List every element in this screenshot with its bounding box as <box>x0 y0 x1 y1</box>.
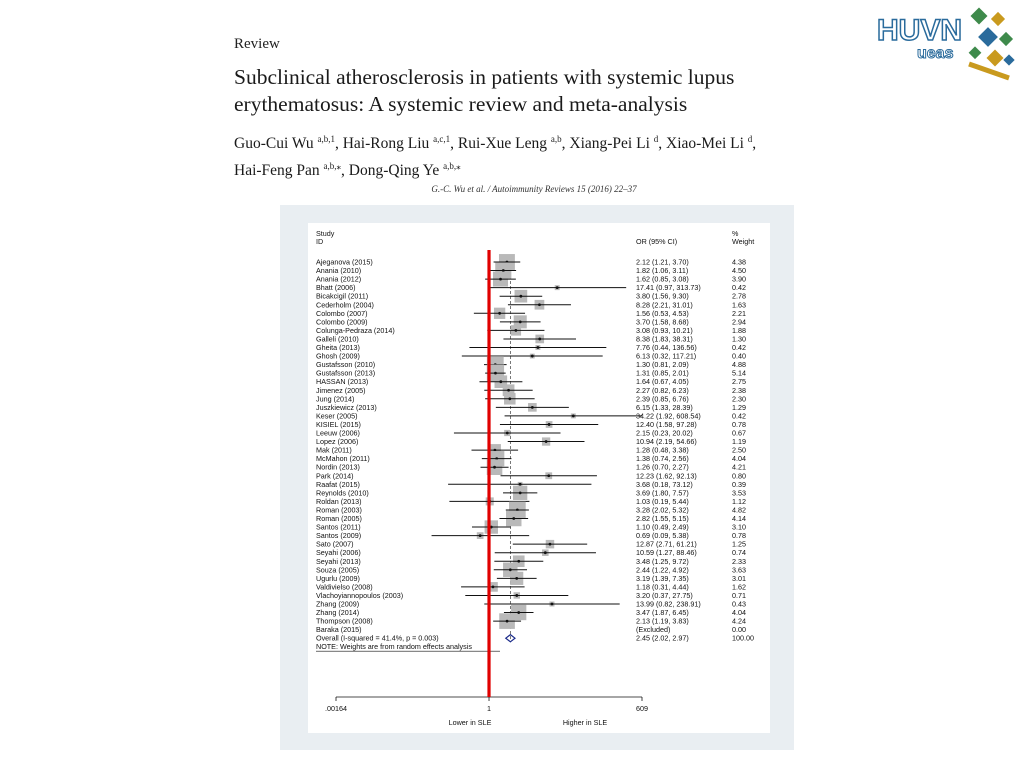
x-axis-left-label: Lower in SLE <box>448 718 492 727</box>
author-affiliation: a,c,1 <box>433 134 451 144</box>
study-point <box>547 474 550 477</box>
author-affiliation: a,b,⁎ <box>443 161 461 171</box>
study-label: HASSAN (2013) <box>316 377 369 387</box>
study-weight-label: 1.12 <box>732 496 746 506</box>
study-ci-label: 2.82 (1.55, 5.15) <box>636 514 689 523</box>
author-name: Rui-Xue Leng $^{a,b}$ <box>457 134 562 152</box>
author-affiliation: a,b <box>550 134 562 144</box>
study-label: Seyahi (2006) <box>316 548 361 558</box>
study-ci-label: 0.69 (0.09, 5.38) <box>636 531 689 541</box>
study-point <box>492 586 495 589</box>
study-label: Nordin (2013) <box>316 462 360 472</box>
logo-geometric-pattern-icon <box>969 8 1015 78</box>
study-label: Bicakcigil (2011) <box>316 291 369 301</box>
study-label: Souza (2005) <box>316 565 360 575</box>
study-point <box>551 603 554 606</box>
study-ci-label: 3.70 (1.58, 8.68) <box>636 317 689 327</box>
author-list: Guo-Cui Wu $^{a,b,1}$, Hai-Rong Liu $^{a,c,1}$, Rui-Xue Leng $^{a,b}$, Xiang-Pei Li $^d$, Xiao-Mei Li $^d$, Hai-Feng Pan $^{a,b,⁎}$, Dong-Qing Ye $^{a,b,⁎}$ <box>234 134 757 179</box>
study-label: Sato (2007) <box>316 539 354 549</box>
study-weight-label: 4.88 <box>732 360 746 370</box>
study-label: Valdivielso (2008) <box>316 582 373 592</box>
study-label: Vlachoyiannopoulos (2003) <box>316 590 404 600</box>
study-ci-label: 12.23 (1.62, 92.13) <box>636 471 697 481</box>
study-weight-label: 1.25 <box>732 539 746 549</box>
study-ci-label: 1.03 (0.19, 5.44) <box>636 496 689 506</box>
study-weight-label: 2.33 <box>732 556 746 566</box>
study-ci-label: 1.62 (0.85, 3.08) <box>636 274 689 284</box>
study-point <box>499 278 502 281</box>
study-label: Zhang (2014) <box>316 608 360 618</box>
study-point <box>531 355 534 358</box>
logo-subtext: ueas <box>917 45 954 62</box>
study-label: Colombo (2009) <box>316 317 368 327</box>
study-point <box>499 380 502 383</box>
study-label: Roldan (2013) <box>316 496 362 506</box>
study-point <box>519 320 522 323</box>
study-ci-label: 1.82 (1.06, 3.11) <box>636 266 689 276</box>
study-label: Gustafsson (2010) <box>316 360 376 370</box>
study-point <box>506 432 509 435</box>
study-label: Anania (2012) <box>316 274 362 284</box>
study-label: Lopez (2006) <box>316 437 359 447</box>
x-axis-right-label: Higher in SLE <box>562 718 608 727</box>
study-label: Jimenez (2005) <box>316 385 366 395</box>
study-ci-label: 6.13 (0.32, 117.21) <box>636 351 697 361</box>
study-label: Cederholm (2004) <box>316 300 374 310</box>
column-header-weight: Weight <box>732 237 755 246</box>
study-weight-label: 0.78 <box>732 419 746 429</box>
study-ci-label: 3.48 (1.25, 9.72) <box>636 556 689 566</box>
study-point <box>548 423 551 426</box>
study-ci-label: 8.38 (1.83, 38.31) <box>636 334 693 344</box>
study-weight-label: 2.78 <box>732 291 746 301</box>
study-weight-label: 1.63 <box>732 300 746 310</box>
x-axis-tick-label: 1 <box>487 704 492 713</box>
author-name: Guo-Cui Wu $^{a,b,1}$ <box>234 134 335 152</box>
study-weight-label: 0.78 <box>732 531 746 541</box>
study-ci-label: 3.47 (1.87, 6.45) <box>636 608 689 618</box>
study-weight-label: 0.42 <box>732 343 746 352</box>
author-affiliation: d <box>653 134 659 144</box>
study-label: Ugurlu (2009) <box>316 573 360 583</box>
study-label: Zhang (2009) <box>316 599 360 609</box>
study-weight-label: 3.53 <box>732 488 746 498</box>
study-label: Mak (2011) <box>316 445 352 455</box>
author-name: Xiao-Mei Li $^d$ <box>666 134 753 152</box>
study-ci-label: 6.15 (1.33, 28.39) <box>636 402 693 412</box>
study-ci-label: 2.12 (1.21, 3.70) <box>636 257 689 267</box>
study-point <box>531 406 534 409</box>
author-affiliation: a,b,1 <box>317 134 335 144</box>
study-point <box>517 611 520 614</box>
study-weight-label: 0.80 <box>732 471 746 481</box>
study-ci-label: 1.38 (0.74, 2.56) <box>636 454 689 464</box>
study-point <box>572 415 575 418</box>
study-label: Raafat (2015) <box>316 479 360 489</box>
study-label: McMahon (2011) <box>316 454 370 464</box>
study-weight-label: 3.01 <box>732 573 746 583</box>
study-ci-label: 12.87 (2.71, 61.21) <box>636 539 697 549</box>
study-ci-label: 8.28 (2.21, 31.01) <box>636 300 693 310</box>
huvn-logo <box>873 4 1021 84</box>
study-label: Roman (2003) <box>316 505 362 515</box>
study-ci-label: 1.31 (0.85, 2.01) <box>636 368 689 378</box>
study-ci-label: 13.99 (0.82, 238.91) <box>636 599 701 609</box>
study-ci-label: 2.13 (1.19, 3.83) <box>636 616 689 626</box>
study-weight-label: 3.90 <box>732 274 746 284</box>
study-weight-label: 0.39 <box>732 479 746 489</box>
study-label: KISIEL (2015) <box>316 419 361 429</box>
study-weight-label: 4.50 <box>732 266 746 276</box>
study-label: Baraka (2015) <box>316 625 362 635</box>
study-ci-label: 3.69 (1.80, 7.57) <box>636 488 689 498</box>
weights-note: NOTE: Weights are from random effects analysis <box>316 642 472 652</box>
study-weight-label: 0.67 <box>732 428 746 438</box>
study-ci-label: 2.15 (0.23, 20.02) <box>636 428 693 438</box>
study-label: Santos (2009) <box>316 531 362 541</box>
overall-ci-label: 2.45 (2.02, 2.97) <box>636 633 689 643</box>
study-ci-label: 3.20 (0.37, 27.75) <box>636 590 693 600</box>
column-header-weight-symbol: % <box>732 229 739 238</box>
study-point <box>508 397 511 400</box>
study-ci-label: (Excluded) <box>636 625 671 635</box>
study-weight-label: 4.82 <box>732 505 746 515</box>
study-weight-label: 4.21 <box>732 462 746 472</box>
study-weight-label: 2.75 <box>732 377 746 387</box>
study-ci-label: 1.18 (0.31, 4.44) <box>636 582 689 592</box>
journal-citation: G.-C. Wu et al. / Autoimmunity Reviews 15 (2016) 22–37 <box>431 184 637 194</box>
study-ci-label: 7.76 (0.44, 136.56) <box>636 343 697 352</box>
study-weight-label: 1.29 <box>732 402 746 412</box>
study-point <box>493 466 496 469</box>
study-point <box>537 346 540 349</box>
study-label: Galleli (2010) <box>316 334 359 344</box>
study-ci-label: 3.80 (1.56, 9.30) <box>636 291 689 301</box>
study-label: Juszkiewicz (2013) <box>316 402 377 412</box>
study-point <box>556 286 559 289</box>
forest-plot-figure <box>280 205 794 750</box>
study-point <box>538 338 541 341</box>
study-label: Colunga-Pedraza (2014) <box>316 325 395 335</box>
study-point <box>544 551 547 554</box>
study-point <box>512 517 515 520</box>
study-point <box>515 577 518 580</box>
study-label: Ghosh (2009) <box>316 351 360 361</box>
study-ci-label: 3.28 (2.02, 5.32) <box>636 505 689 515</box>
study-weight-label: 4.38 <box>732 257 746 267</box>
study-point <box>519 483 522 486</box>
study-weight-label: 1.62 <box>732 582 746 592</box>
study-point <box>545 440 548 443</box>
study-ci-label: 34.22 (1.92, 608.54) <box>636 411 701 421</box>
study-point <box>538 303 541 306</box>
article-title: Subclinical atherosclerosis in patients with systemic lupus erythematosus: A systemic review and meta-analysis <box>234 65 735 116</box>
study-weight-label: 0.42 <box>732 283 746 293</box>
study-label: Leeuw (2006) <box>316 428 360 438</box>
author-name: Hai-Rong Liu $^{a,c,1}$ <box>342 134 451 152</box>
column-header-study: Study <box>316 229 335 238</box>
study-ci-label: 3.19 (1.39, 7.35) <box>636 573 689 583</box>
author-name: Xiang-Pei Li $^d$ <box>569 134 659 152</box>
study-ci-label: 1.10 (0.49, 2.49) <box>636 522 689 532</box>
study-weight-label: 0.00 <box>732 625 746 635</box>
study-label: Roman (2005) <box>316 514 362 523</box>
study-weight-label: 2.38 <box>732 385 746 395</box>
study-ci-label: 1.56 (0.53, 4.53) <box>636 308 689 318</box>
study-ci-label: 17.41 (0.97, 313.73) <box>636 283 701 293</box>
author-name: Dong-Qing Ye $^{a,b,⁎}$ <box>348 161 461 179</box>
study-point <box>515 594 518 597</box>
study-weight-label: 0.42 <box>732 411 746 421</box>
overall-weight-label: 100.00 <box>732 633 754 643</box>
study-point <box>498 312 501 315</box>
study-weight-label: 5.14 <box>732 368 746 378</box>
study-point <box>509 568 512 571</box>
column-header-id: ID <box>316 237 324 246</box>
study-ci-label: 10.94 (2.19, 54.66) <box>636 437 697 447</box>
study-ci-label: 10.59 (1.27, 88.46) <box>636 548 697 558</box>
study-ci-label: 2.44 (1.22, 4.92) <box>636 565 689 575</box>
study-weight-label: 2.50 <box>732 445 746 455</box>
study-weight-label: 1.88 <box>732 325 746 335</box>
study-weight-label: 0.74 <box>732 548 746 558</box>
study-weight-label: 1.19 <box>732 437 746 447</box>
study-weight-label: 3.10 <box>732 522 746 532</box>
study-label: Gheita (2013) <box>316 343 360 352</box>
plot-panel <box>308 223 770 733</box>
study-weight-label: 2.30 <box>732 394 746 404</box>
study-weight-label: 2.21 <box>732 308 746 318</box>
author-affiliation: a,b,⁎ <box>323 161 342 171</box>
study-label: Park (2014) <box>316 471 354 481</box>
study-ci-label: 3.68 (0.18, 73.12) <box>636 479 693 489</box>
study-ci-label: 1.30 (0.81, 2.09) <box>636 360 689 370</box>
study-label: Ajeganova (2015) <box>316 257 373 267</box>
x-axis-tick-label: 609 <box>636 704 648 713</box>
study-label: Anania (2010) <box>316 266 362 276</box>
study-weight-label: 0.43 <box>732 599 746 609</box>
study-point <box>514 329 517 332</box>
study-point <box>494 372 497 375</box>
study-label: Seyahi (2013) <box>316 556 361 566</box>
article-section-label: Review <box>234 36 280 52</box>
author-affiliation: d <box>747 134 753 144</box>
study-weight-label: 4.14 <box>732 514 746 523</box>
study-weight-label: 4.04 <box>732 454 746 464</box>
study-label: Jung (2014) <box>316 394 355 404</box>
study-label: Bhatt (2006) <box>316 283 356 293</box>
study-point <box>502 269 505 272</box>
study-ci-label: 2.27 (0.82, 6.23) <box>636 385 689 395</box>
study-label: Colombo (2007) <box>316 308 368 318</box>
logo-wordmark: HUVN <box>877 14 963 47</box>
study-point <box>517 560 520 563</box>
study-label: Thompson (2008) <box>316 616 373 626</box>
study-ci-label: 1.28 (0.48, 3.38) <box>636 445 689 455</box>
study-label: Santos (2011) <box>316 522 361 532</box>
study-weight-label: 2.94 <box>732 317 746 327</box>
study-ci-label: 1.64 (0.67, 4.05) <box>636 377 689 387</box>
study-point <box>549 543 552 546</box>
overall-label: Overall (I-squared = 41.4%, p = 0.003) <box>316 633 439 643</box>
study-weight-label: 0.71 <box>732 590 746 600</box>
study-point <box>479 534 482 537</box>
study-label: Reynolds (2010) <box>316 488 369 498</box>
study-weight-label: 4.24 <box>732 616 746 626</box>
study-label: Gustafsson (2013) <box>316 368 376 378</box>
x-axis-tick-label: .00164 <box>325 704 347 713</box>
study-point <box>519 491 522 494</box>
study-weight-label: 4.04 <box>732 608 746 618</box>
study-point <box>519 295 522 298</box>
study-ci-label: 2.39 (0.85, 6.76) <box>636 394 689 404</box>
study-ci-label: 3.08 (0.93, 10.21) <box>636 325 693 335</box>
author-name: Hai-Feng Pan $^{a,b,⁎}$ <box>234 161 342 179</box>
study-label: Keser (2005) <box>316 411 358 421</box>
column-header-effect: OR (95% CI) <box>636 237 678 246</box>
study-point <box>507 389 510 392</box>
study-weight-label: 0.40 <box>732 351 746 361</box>
study-ci-label: 12.40 (1.58, 97.28) <box>636 419 697 429</box>
study-ci-label: 1.26 (0.70, 2.27) <box>636 462 689 472</box>
study-weight-label: 1.30 <box>732 334 746 344</box>
forest-plot <box>280 205 794 750</box>
study-point <box>506 620 509 623</box>
study-weight-label: 3.63 <box>732 565 746 575</box>
